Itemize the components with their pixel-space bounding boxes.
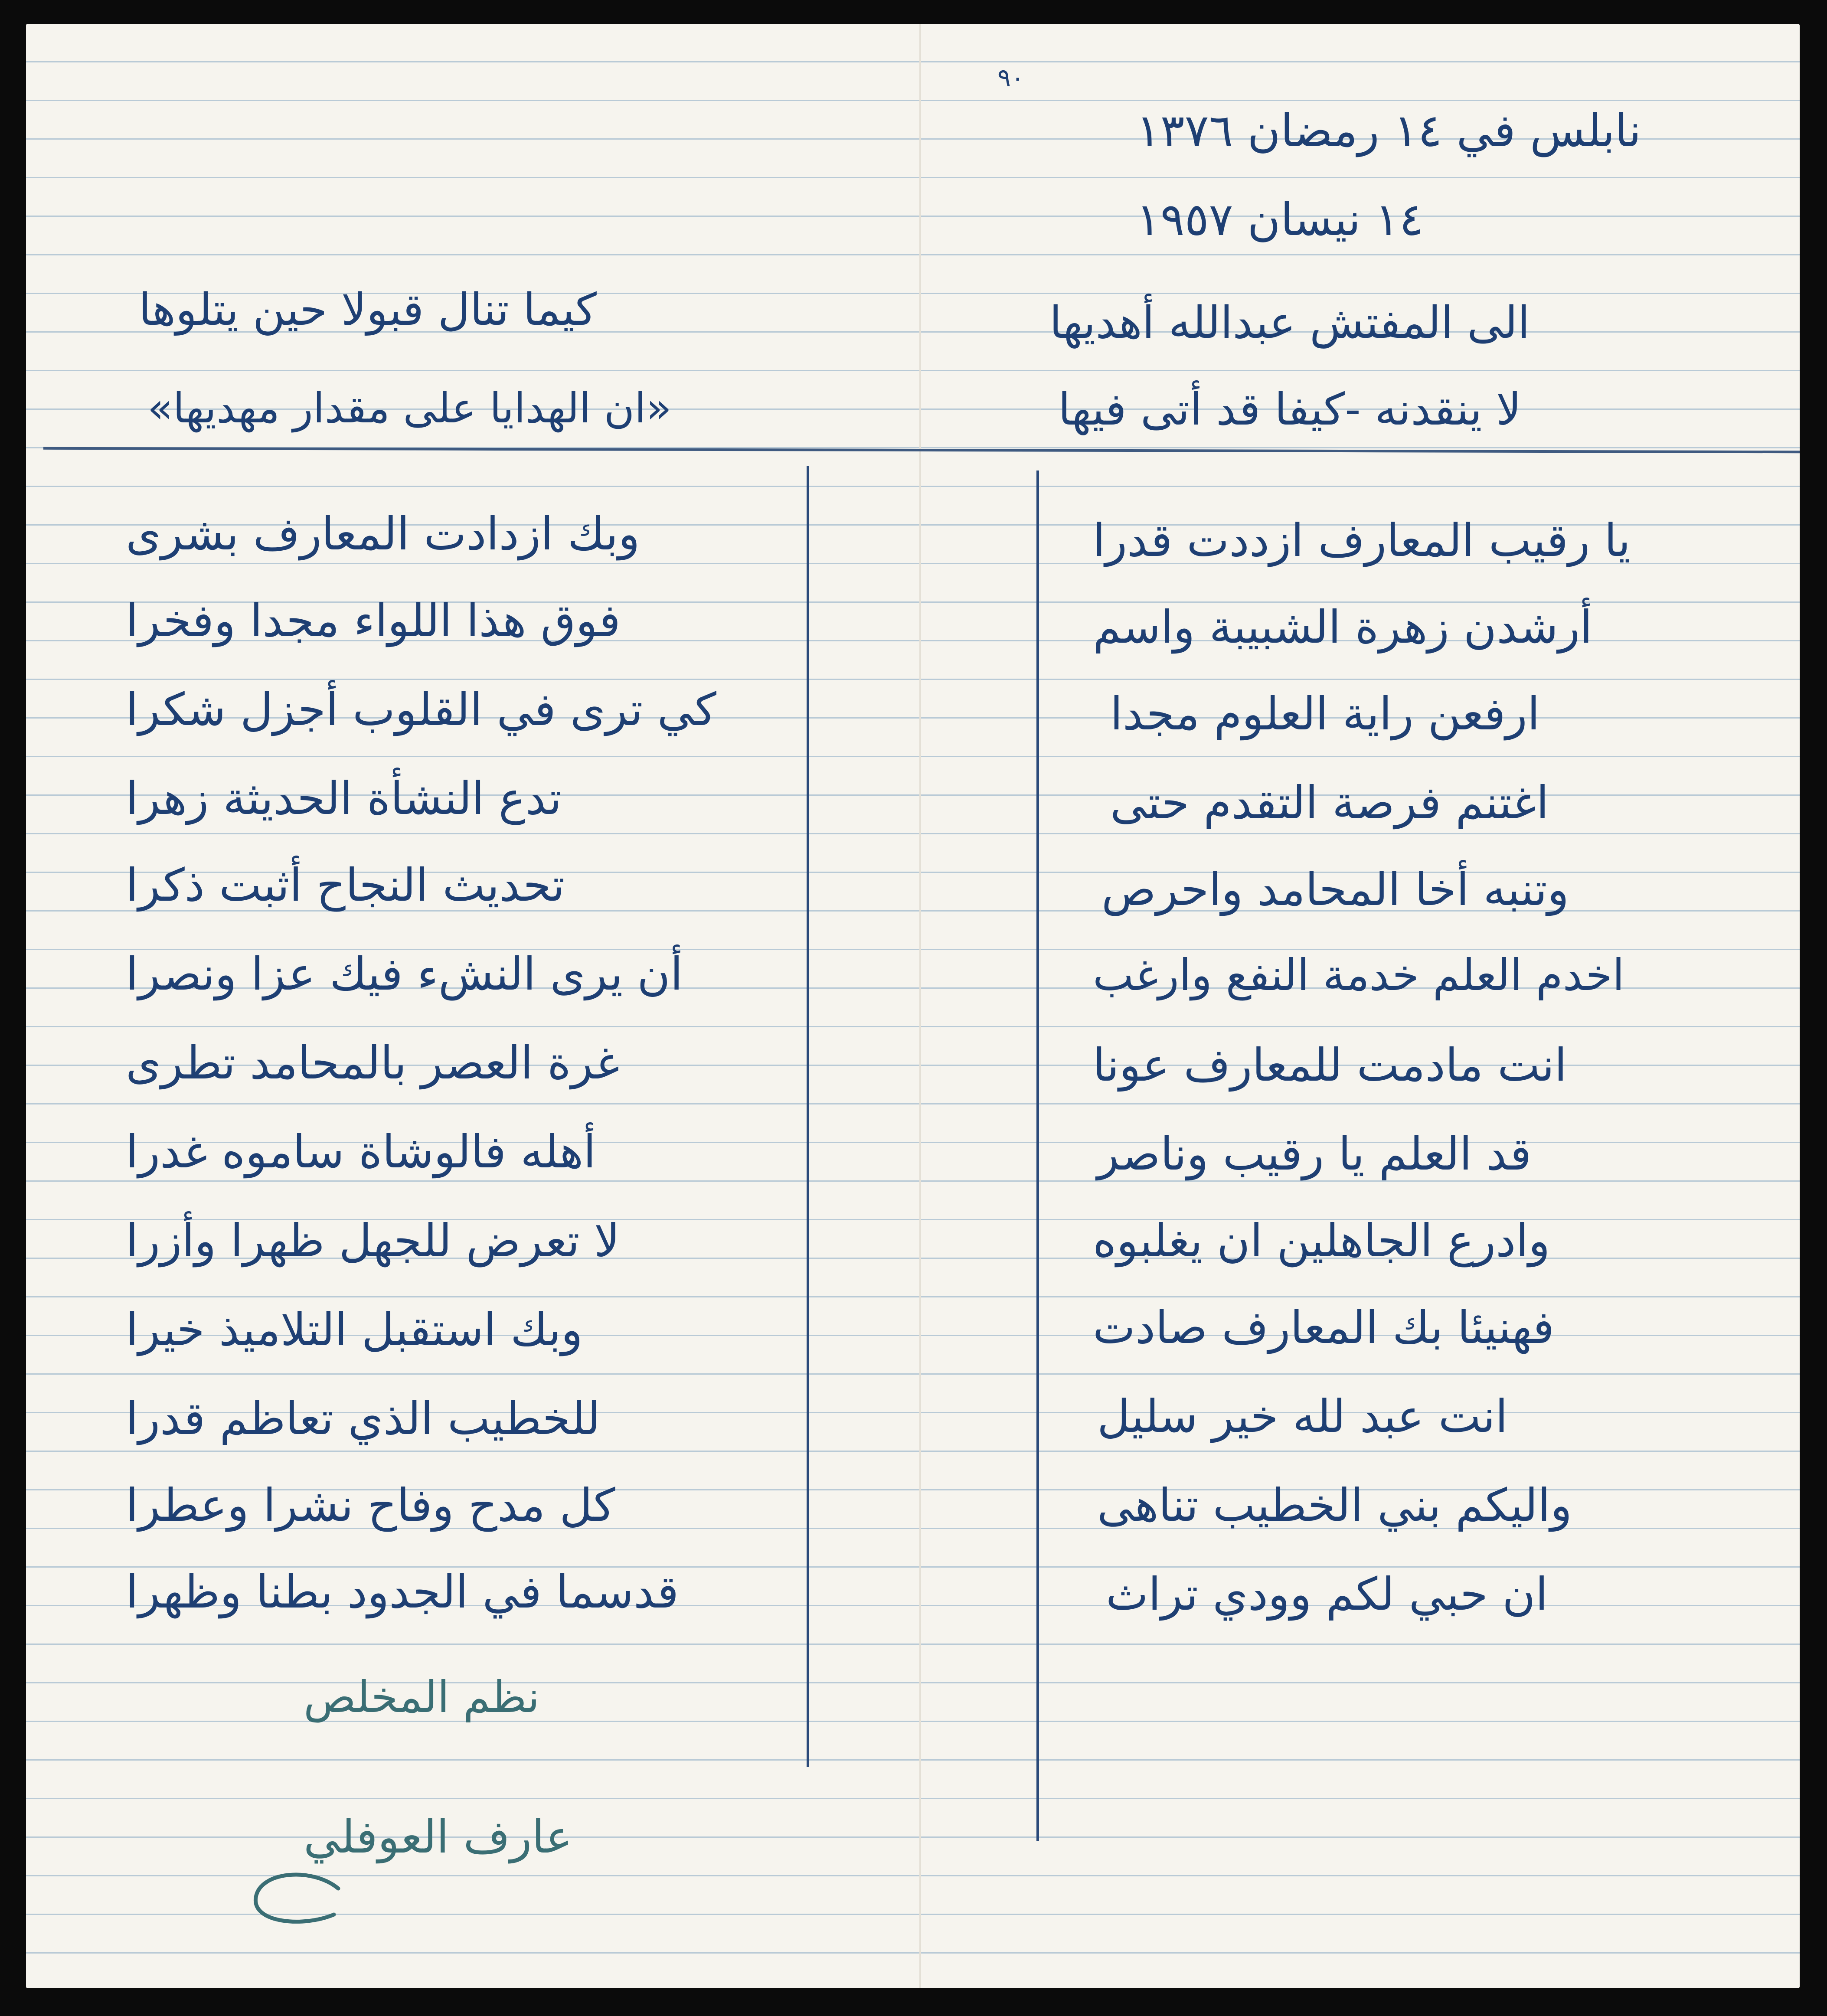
page-number: ٩٠: [997, 63, 1025, 92]
left-verse-line: تحديث النجاح أثبت ذكرا: [126, 859, 565, 912]
right-column-divider: [1036, 471, 1039, 1841]
right-verse-line: ارفعن راية العلوم مجدا: [1110, 687, 1540, 740]
right-verse-line: اغتنم فرصة التقدم حتى: [1110, 776, 1549, 829]
right-verse-line: يا رقيب المعارف ازددت قدرا: [1093, 514, 1631, 567]
dedication-left-line-2: «ان الهدايا على مقدار مهديها»: [147, 384, 672, 432]
left-column-divider: [807, 466, 809, 1767]
dedication-left-line-1: كيما تنال قبولا حين يتلوها: [139, 284, 597, 336]
fold-crease: [919, 24, 921, 1988]
left-verse-line: كي ترى في القلوب أجزل شكرا: [126, 683, 716, 736]
right-verse-line: وادرع الجاهلين ان يغلبوه: [1093, 1214, 1550, 1267]
left-verse-line: أن يرى النشء فيك عزا ونصرا: [126, 948, 683, 1000]
right-verse-line: وتنبه أخا المحامد واحرص: [1101, 863, 1569, 916]
letter-page: [26, 24, 1800, 1988]
horizontal-rule: [43, 447, 1800, 453]
right-verse-line: أرشدن زهرة الشبيبة واسم: [1093, 601, 1593, 653]
signature-flourish: [234, 1862, 347, 1936]
left-verse-line: كل مدح وفاح نشرا وعطرا: [126, 1479, 615, 1532]
right-verse-line: واليكم بني الخطيب تناهى: [1097, 1479, 1572, 1532]
left-verse-line: أهله فالوشاة ساموه غدرا: [126, 1125, 596, 1178]
signature: عارف العوفلي: [304, 1810, 573, 1863]
right-verse-line: فهنيئا بك المعارف صادت: [1093, 1301, 1555, 1354]
left-verse-line: غرة العصر بالمحامد تطرى: [126, 1036, 620, 1089]
left-verse-line: لا تعرض للجهل ظهرا وأزرا: [126, 1214, 620, 1267]
right-verse-line: اخدم العلم خدمة النفع وارغب: [1093, 950, 1624, 1000]
left-verse-line: فوق هذا اللواء مجدا وفخرا: [126, 594, 621, 647]
closing-line: نظم المخلص: [304, 1672, 540, 1722]
right-verse-line: ان حبي لكم وودي تراث: [1106, 1568, 1548, 1621]
dedication-right-line-2: لا ينقدنه -كيفا قد أتى فيها: [1058, 384, 1522, 435]
left-verse-line: وبك ازدادت المعارف بشرى: [126, 507, 640, 560]
left-verse-line: وبك استقبل التلاميذ خيرا: [126, 1303, 583, 1356]
right-verse-line: انت مادمت للمعارف عونا: [1093, 1039, 1567, 1091]
left-verse-line: للخطيب الذي تعاظم قدرا: [126, 1392, 601, 1445]
left-verse-line: قدسما في الجدود بطنا وظهرا: [126, 1565, 679, 1618]
dedication-right-line-1: الى المفتش عبدالله أهديها: [1049, 297, 1530, 349]
right-verse-line: انت عبد لله خير سليل: [1097, 1390, 1508, 1443]
left-verse-line: تدع النشأة الحديثة زهرا: [126, 772, 562, 825]
right-verse-line: قد العلم يا رقيب وناصر: [1097, 1127, 1532, 1180]
header-place-date: نابلس في ١٤ رمضان ١٣٧٦: [1136, 104, 1641, 157]
header-gregorian-date: ١٤ نيسان ١٩٥٧: [1136, 193, 1424, 246]
